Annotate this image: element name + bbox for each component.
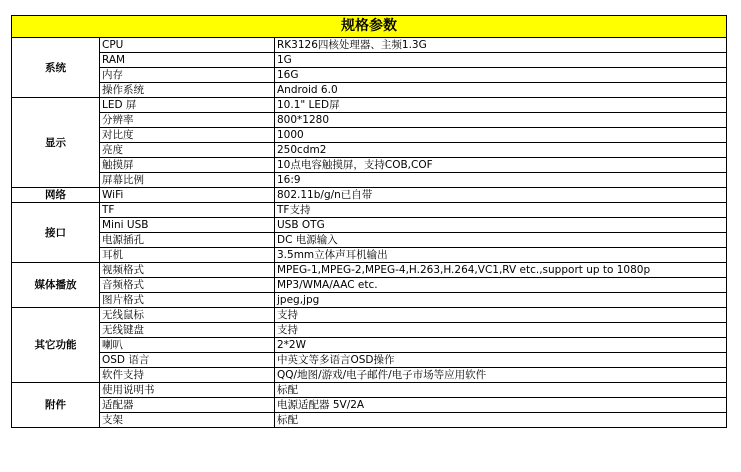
spec-name-cell: 无线键盘 xyxy=(100,323,275,338)
spec-value-cell: 2*2W xyxy=(275,338,727,353)
spec-row xyxy=(12,203,727,218)
spec-row xyxy=(12,398,727,413)
spec-value-cell: jpeg,jpg xyxy=(275,293,727,308)
spec-row xyxy=(12,68,727,83)
category-cell: 媒体播放 xyxy=(12,263,100,308)
spec-row xyxy=(12,413,727,428)
category-cell: 显示 xyxy=(12,98,100,188)
spec-row xyxy=(12,368,727,383)
spec-name-cell: OSD 语言 xyxy=(100,353,275,368)
spec-name-cell: 耳机 xyxy=(100,248,275,263)
spec-value-cell: QQ/地图/游戏/电子邮件/电子市场等应用软件 xyxy=(275,368,727,383)
spec-row xyxy=(12,263,727,278)
spec-name-cell: TF xyxy=(100,203,275,218)
spec-value-cell: 3.5mm立体声耳机输出 xyxy=(275,248,727,263)
spec-value-cell: Android 6.0 xyxy=(275,83,727,98)
spec-row xyxy=(12,113,727,128)
spec-row xyxy=(12,323,727,338)
category-cell: 接口 xyxy=(12,203,100,263)
spec-row xyxy=(12,38,727,53)
spec-name-cell: 使用说明书 xyxy=(100,383,275,398)
spec-name-cell: 分辨率 xyxy=(100,113,275,128)
table-title: 规格参数 xyxy=(12,16,727,38)
spec-name-cell: 音频格式 xyxy=(100,278,275,293)
spec-name-cell: 视频格式 xyxy=(100,263,275,278)
spec-value-cell: 10点电容触摸屏，支持COB,COF xyxy=(275,158,727,173)
spec-name-cell: 对比度 xyxy=(100,128,275,143)
spec-value-cell: 16G xyxy=(275,68,727,83)
spec-value-cell: RK3126四核处理器、主频1.3G xyxy=(275,38,727,53)
spec-name-cell: 无线鼠标 xyxy=(100,308,275,323)
spec-value-cell: 支持 xyxy=(275,323,727,338)
spec-name-cell: 喇叭 xyxy=(100,338,275,353)
spec-value-cell: 802.11b/g/n已自带 xyxy=(275,188,727,203)
spec-table xyxy=(11,15,727,428)
spec-row xyxy=(12,143,727,158)
spec-value-cell: USB OTG xyxy=(275,218,727,233)
spec-name-cell: 内存 xyxy=(100,68,275,83)
spec-value-cell: 中英文等多语言OSD操作 xyxy=(275,353,727,368)
spec-value-cell: 16:9 xyxy=(275,173,727,188)
spec-value-cell: 10.1" LED屏 xyxy=(275,98,727,113)
category-cell: 网络 xyxy=(12,188,100,203)
spec-row xyxy=(12,128,727,143)
spec-name-cell: 图片格式 xyxy=(100,293,275,308)
spec-row xyxy=(12,278,727,293)
spec-value-cell: 1000 xyxy=(275,128,727,143)
spec-value-cell: 250cdm2 xyxy=(275,143,727,158)
spec-row xyxy=(12,53,727,68)
spec-row xyxy=(12,218,727,233)
spec-name-cell: 亮度 xyxy=(100,143,275,158)
spec-value-cell: MP3/WMA/AAC etc. xyxy=(275,278,727,293)
spec-row xyxy=(12,338,727,353)
spec-value-cell: MPEG-1,MPEG-2,MPEG-4,H.263,H.264,VC1,RV etc.,support up to 1080p xyxy=(275,263,727,278)
category-cell: 其它功能 xyxy=(12,308,100,383)
spec-value-cell: 800*1280 xyxy=(275,113,727,128)
spec-name-cell: LED 屏 xyxy=(100,98,275,113)
spec-row xyxy=(12,158,727,173)
spec-row xyxy=(12,83,727,98)
spec-name-cell: 软件支持 xyxy=(100,368,275,383)
spec-value-cell: 1G xyxy=(275,53,727,68)
spec-name-cell: Mini USB xyxy=(100,218,275,233)
spec-row xyxy=(12,383,727,398)
spec-value-cell: TF支持 xyxy=(275,203,727,218)
spec-row xyxy=(12,248,727,263)
spec-name-cell: 支架 xyxy=(100,413,275,428)
spec-name-cell: 电源插孔 xyxy=(100,233,275,248)
spec-row xyxy=(12,353,727,368)
spec-name-cell: 操作系统 xyxy=(100,83,275,98)
spec-value-cell: 标配 xyxy=(275,413,727,428)
spec-row xyxy=(12,98,727,113)
spec-body xyxy=(12,38,727,428)
spec-row xyxy=(12,308,727,323)
spec-name-cell: 适配器 xyxy=(100,398,275,413)
title-row xyxy=(12,16,727,38)
spec-value-cell: DC 电源输入 xyxy=(275,233,727,248)
spec-row xyxy=(12,233,727,248)
spec-name-cell: CPU xyxy=(100,38,275,53)
spec-name-cell: 屏幕比例 xyxy=(100,173,275,188)
category-cell: 附件 xyxy=(12,383,100,428)
spec-value-cell: 标配 xyxy=(275,383,727,398)
spec-value-cell: 电源适配器 5V/2A xyxy=(275,398,727,413)
spec-value-cell: 支持 xyxy=(275,308,727,323)
spec-row xyxy=(12,188,727,203)
spec-name-cell: RAM xyxy=(100,53,275,68)
spec-name-cell: WiFi xyxy=(100,188,275,203)
spec-row xyxy=(12,293,727,308)
spec-row xyxy=(12,173,727,188)
category-cell: 系统 xyxy=(12,38,100,98)
spec-name-cell: 触摸屏 xyxy=(100,158,275,173)
